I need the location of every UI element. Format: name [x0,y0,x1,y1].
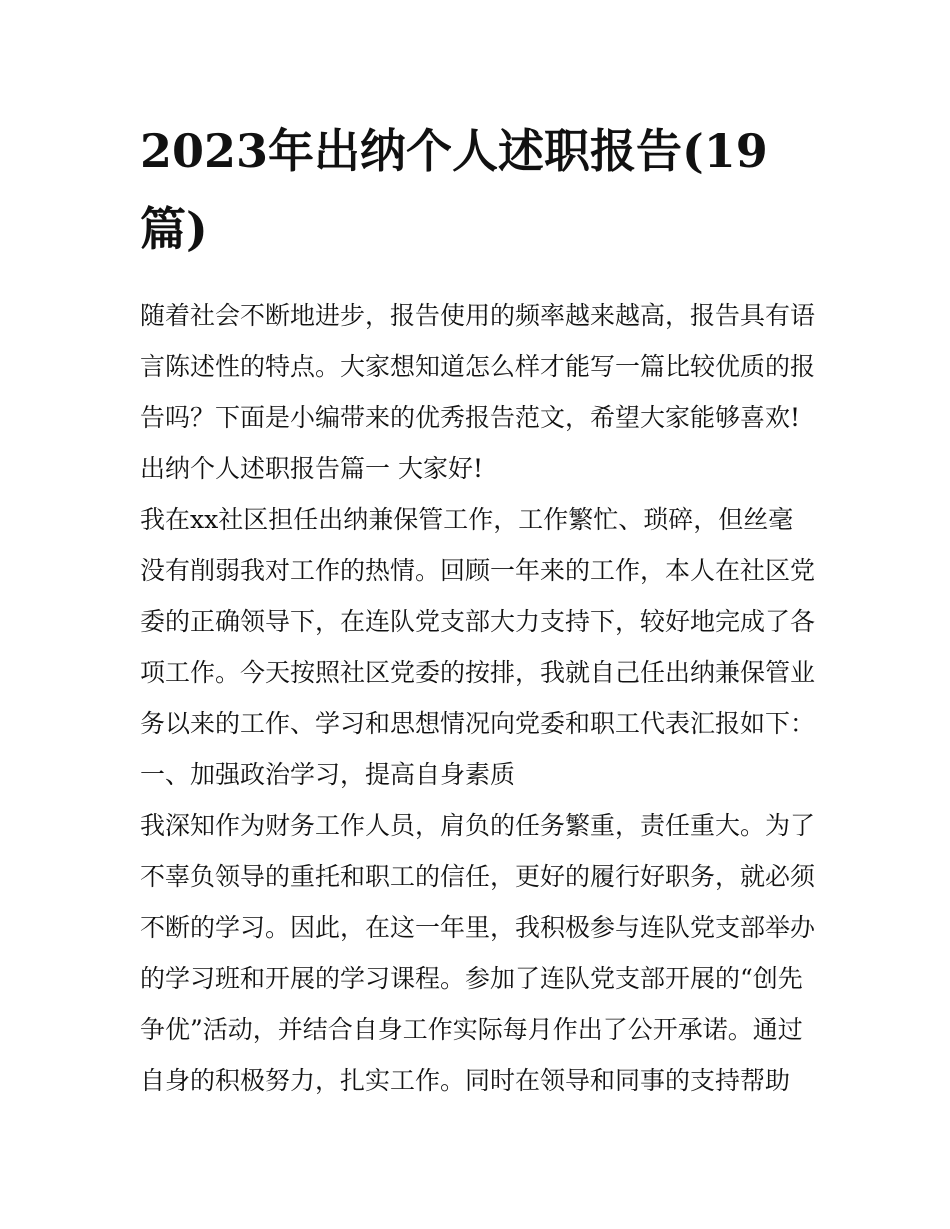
body-line: 不断的学习。因此，在这一年里，我积极参与连队党支部举办 [140,913,816,942]
document-content [140,112,815,1106]
body-line: 自身的积极努力，扎实工作。同时在领导和同事的支持帮助 [140,1066,791,1095]
body-line: 出纳个人述职报告篇一 大家好! [140,454,483,483]
title-line: 篇) [140,202,208,256]
body-line: 项工作。今天按照社区党委的按排，我就自己任出纳兼保管业 [140,658,816,687]
body-line: 没有削弱我对工作的热情。回顾一年来的工作，本人在社区党 [140,556,816,585]
body-line: 委的正确领导下，在连队党支部大力支持下，较好地完成了各 [140,607,816,636]
body-line: 言陈述性的特点。大家想知道怎么样才能写一篇比较优质的报 [140,352,816,381]
document-body [140,290,815,1106]
body-line: 随着社会不断地进步，报告使用的频率越来越高，报告具有语 [140,301,816,330]
body-line: 告吗？下面是小编带来的优秀报告范文，希望大家能够喜欢! [140,403,801,432]
body-line: 我深知作为财务工作人员，肩负的任务繁重，责任重大。为了 [140,811,816,840]
body-line: 我在xx社区担任出纳兼保管工作，工作繁忙、琐碎，但丝毫 [140,505,794,534]
body-line: 争优”活动，并结合自身工作实际每月作出了公开承诺。通过 [140,1015,803,1044]
body-line: 的学习班和开展的学习课程。参加了连队党支部开展的“创先 [140,964,803,993]
body-line: 务以来的工作、学习和思想情况向党委和职工代表汇报如下： [140,709,816,738]
document-title [140,112,815,268]
title-line: 2023年出纳个人述职报告(19 [140,124,768,178]
section-heading: 一、加强政治学习，提高自身素质 [140,760,516,789]
body-line: 不辜负领导的重托和职工的信任，更好的履行好职务，就必须 [140,862,816,891]
